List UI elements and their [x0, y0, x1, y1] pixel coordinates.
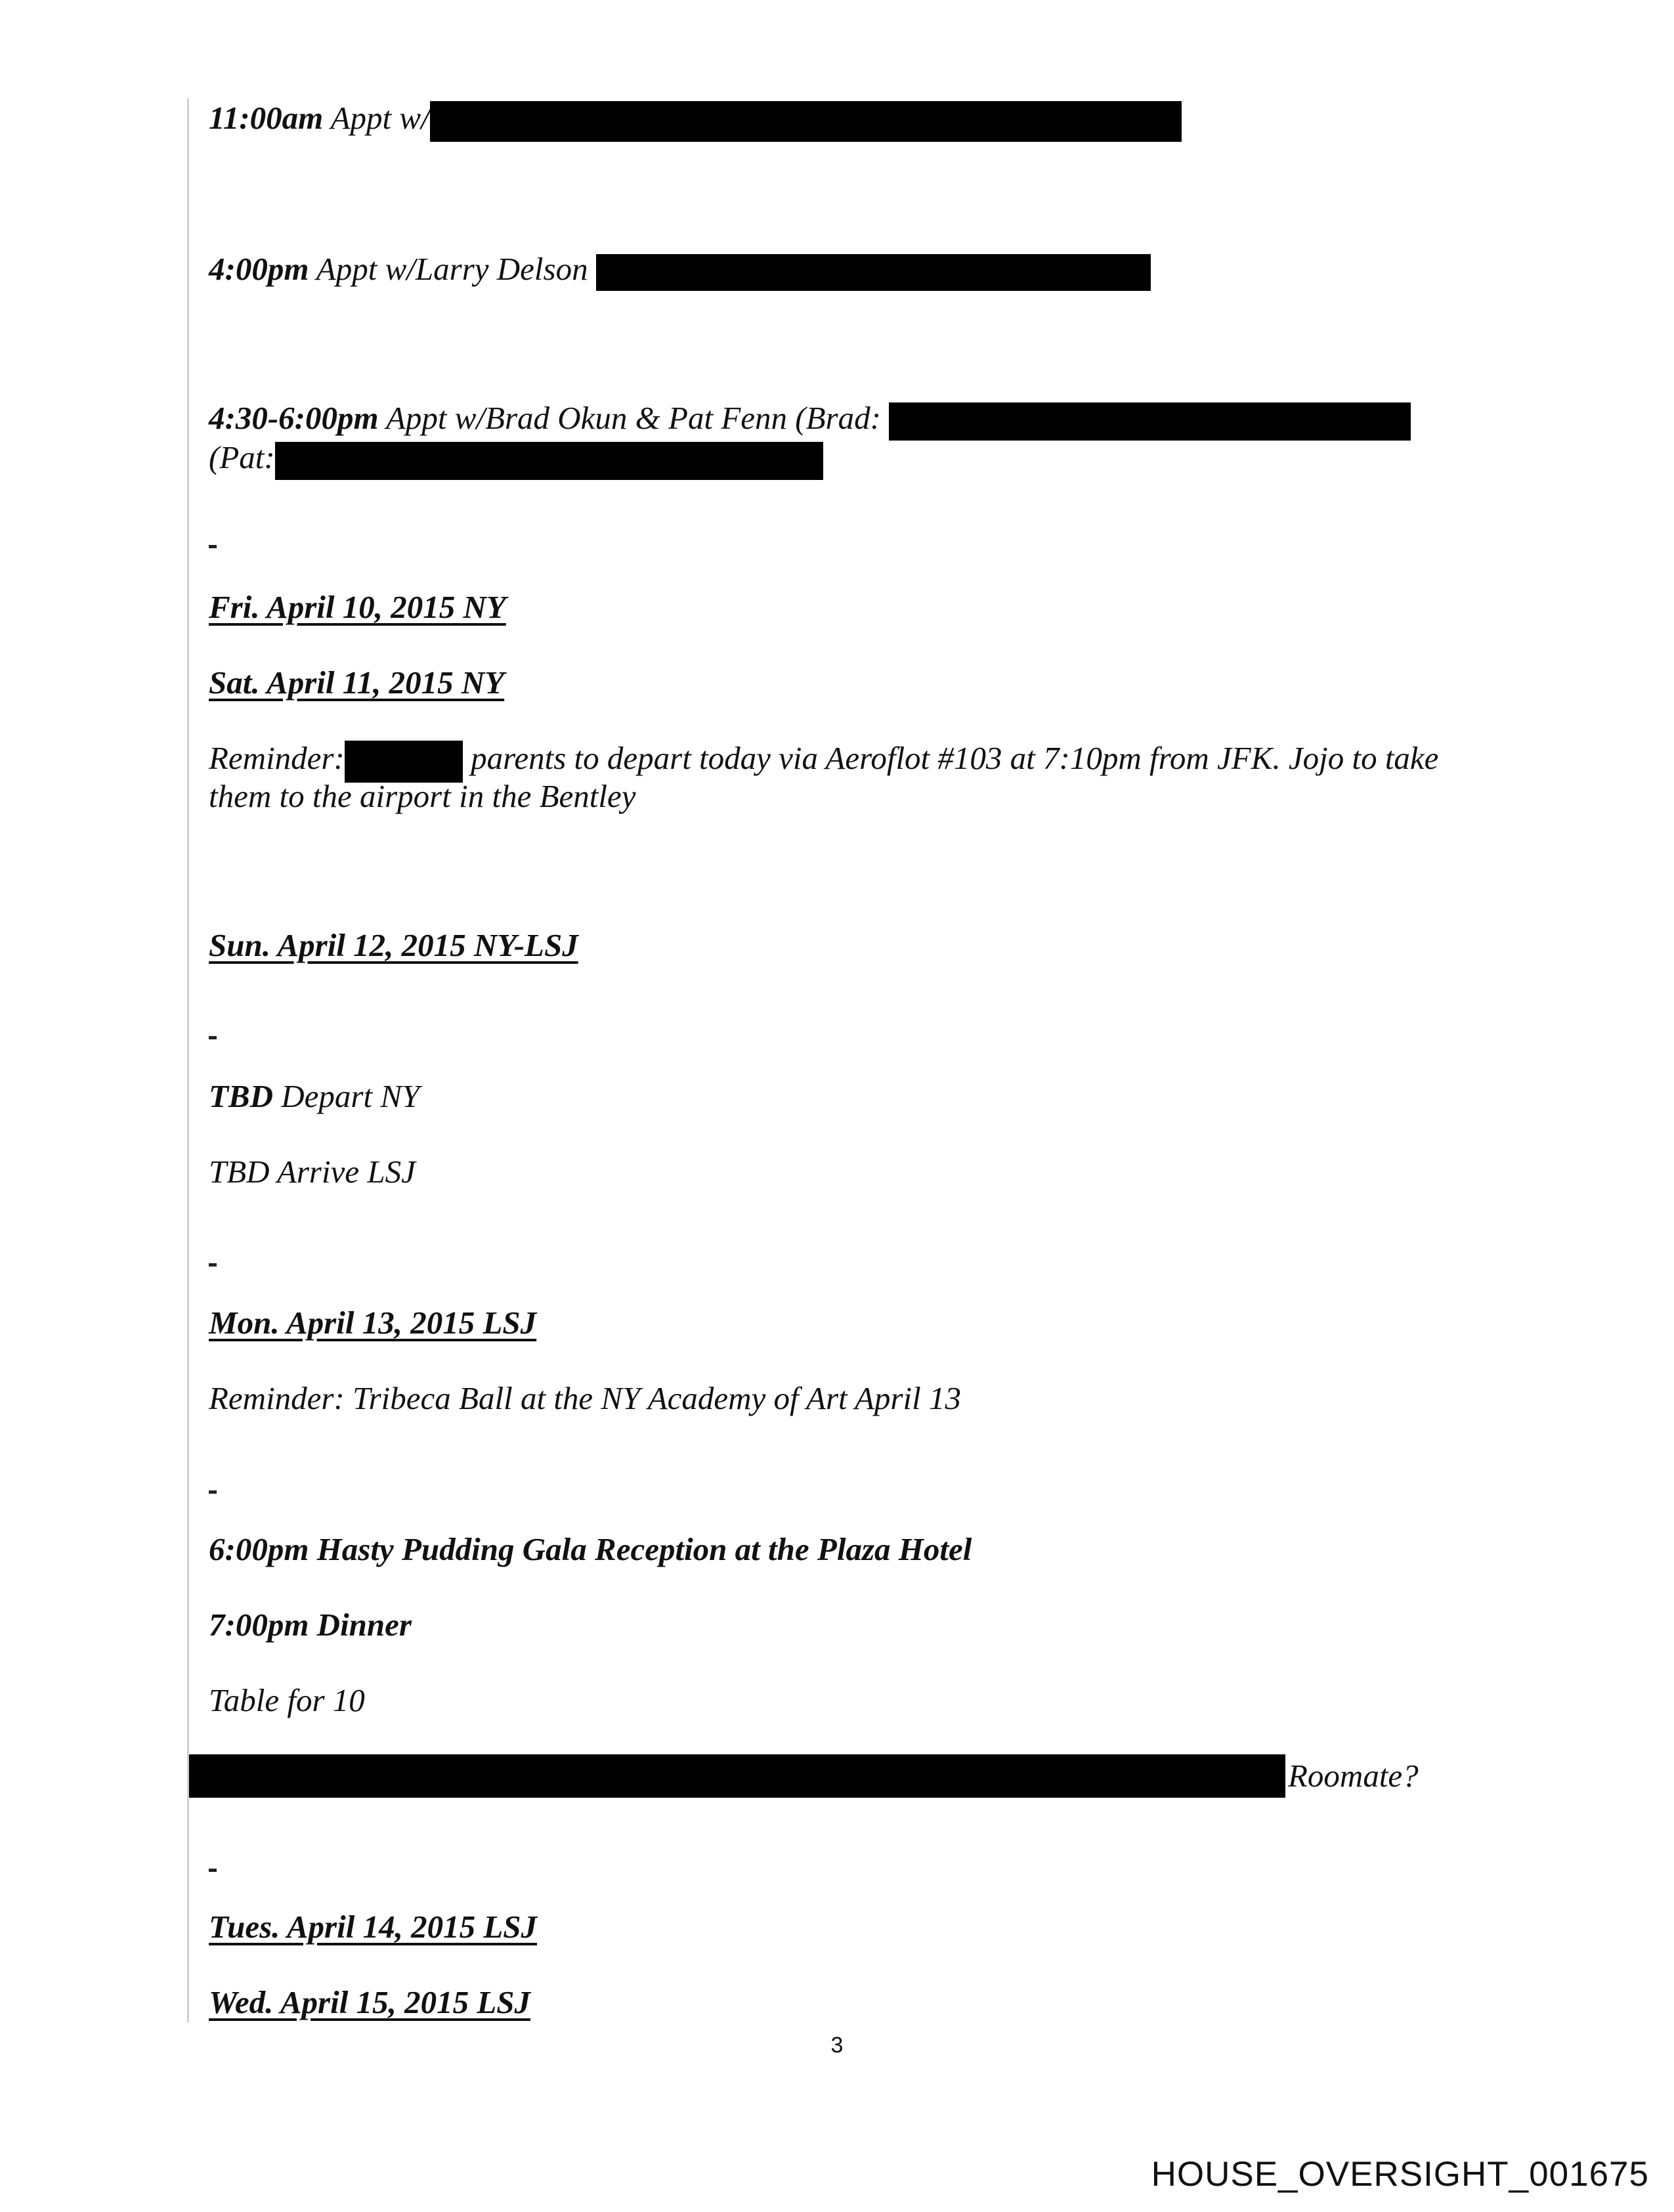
reminder-sat-line2: them to the airport in the Bentley	[209, 778, 636, 814]
date-heading-sat: Sat. April 11, 2015 NY	[209, 664, 505, 701]
appointment-1100	[209, 98, 1182, 142]
redaction-block	[596, 254, 1151, 291]
left-margin-rule	[187, 98, 189, 2022]
appointment-text: Appt w/Brad Okun & Pat Fenn (Brad:	[378, 400, 890, 436]
appointment-time: 4:00pm	[209, 251, 309, 287]
tbd-label: TBD	[209, 1078, 273, 1114]
table-note: Table for 10	[209, 1682, 365, 1718]
tbd-text: Depart NY	[273, 1078, 420, 1114]
redaction-block	[189, 1754, 1285, 1798]
reminder-mon: Reminder: Tribeca Ball at the NY Academy of Art April 13	[209, 1380, 961, 1416]
separator-dash	[209, 1263, 217, 1267]
appointment-430-line2	[209, 438, 823, 480]
date-heading-fri: Fri. April 10, 2015 NY	[209, 589, 506, 625]
separator-dash	[209, 545, 217, 548]
appointment-430	[209, 399, 1411, 441]
tbd-depart	[209, 1077, 419, 1116]
date-heading-mon: Mon. April 13, 2015 LSJ	[209, 1305, 537, 1341]
redaction-block	[889, 402, 1411, 441]
dinner-event: 7:00pm Dinner	[209, 1607, 412, 1643]
hasty-pudding-event: 6:00pm Hasty Pudding Gala Reception at the Plaza Hotel	[209, 1531, 972, 1567]
redaction-block	[430, 101, 1182, 142]
roommate-note: Roomate?	[1288, 1758, 1419, 1794]
date-heading-sun: Sun. April 12, 2015 NY-LSJ	[209, 927, 578, 963]
appointment-text: Appt w/	[323, 100, 430, 136]
reminder-text: parents to depart today via Aeroflot #103 at 7:10pm from JFK. Jojo to take	[462, 740, 1439, 776]
page-number: 3	[830, 2033, 844, 2058]
reminder-sat	[209, 739, 1438, 783]
appointment-400	[209, 249, 1151, 291]
bates-number: HOUSE_OVERSIGHT_001675	[1151, 2155, 1649, 2194]
separator-dash	[209, 1869, 217, 1872]
appointment-text-line2: (Pat:	[209, 439, 275, 475]
tbd-arrive: TBD Arrive LSJ	[209, 1154, 416, 1190]
reminder-prefix: Reminder:	[209, 740, 345, 776]
redaction-block	[275, 442, 823, 480]
separator-dash	[209, 1490, 217, 1494]
appointment-time: 11:00am	[209, 100, 324, 136]
separator-dash	[209, 1036, 217, 1039]
date-heading-wed: Wed. April 15, 2015 LSJ	[209, 1984, 531, 2020]
appointment-text: Appt w/Larry Delson	[309, 251, 596, 287]
appointment-time: 4:30-6:00pm	[209, 400, 379, 436]
date-heading-tue: Tues. April 14, 2015 LSJ	[209, 1909, 538, 1945]
